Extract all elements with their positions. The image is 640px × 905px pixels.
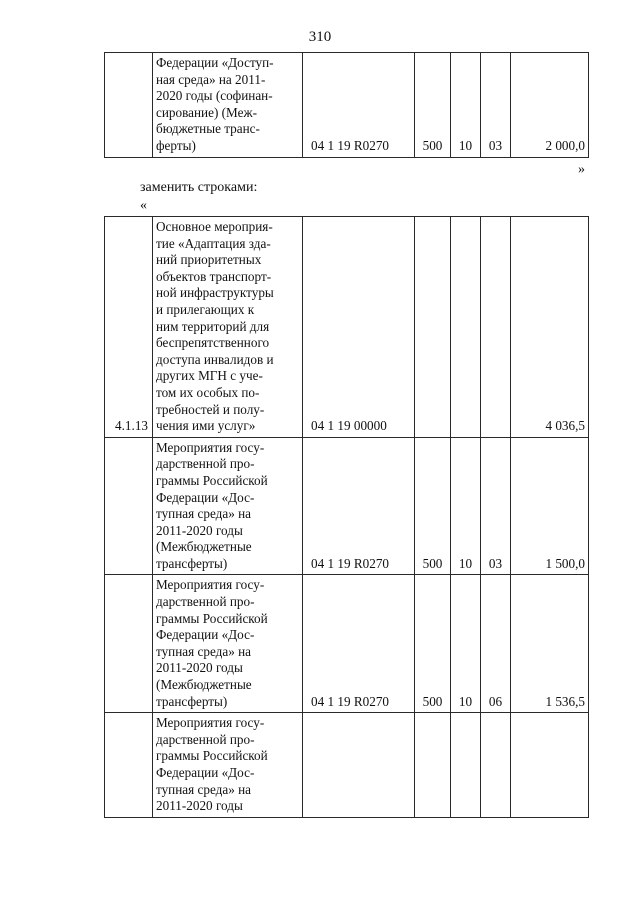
item-name-line: Мероприятия госу- — [156, 715, 265, 731]
item-name-cell — [153, 53, 303, 158]
expense-type-cell: 500 — [415, 53, 451, 158]
item-name-line: (Межбюджетные — [156, 539, 252, 555]
sum-cell: 1 500,0 — [511, 437, 589, 575]
section-cell: 10 — [451, 575, 481, 713]
item-name-line: дарственной про- — [156, 594, 255, 610]
item-name-line: трансферты) — [156, 693, 228, 709]
target-article-cell: 04 1 19 00000 — [303, 217, 415, 438]
sum-cell: 4 036,5 — [511, 217, 589, 438]
item-name-line: 2011-2020 годы — [156, 660, 243, 676]
opening-quote: « — [140, 198, 147, 213]
item-name-line: граммы Российской — [156, 610, 268, 626]
item-name-line: чения ими услуг» — [156, 418, 256, 434]
sum-cell: 2 000,0 — [511, 53, 589, 158]
item-name-line: тупная среда» на — [156, 643, 252, 659]
table-row — [105, 713, 589, 818]
item-name-line: 2011-2020 годы — [156, 522, 243, 538]
item-name-line: том их особых по- — [156, 384, 260, 400]
expense-type-cell: 500 — [415, 437, 451, 575]
item-name-line: дарственной про- — [156, 731, 255, 747]
item-name-line: 2011-2020 годы — [156, 798, 243, 814]
subsection-cell: 03 — [481, 437, 511, 575]
item-name-line: дарственной про- — [156, 456, 255, 472]
section-cell — [451, 713, 481, 818]
item-name-line: беспрепятственного — [156, 335, 270, 351]
subsection-cell: 03 — [481, 53, 511, 158]
table-row — [105, 437, 589, 575]
section-cell: 10 — [451, 53, 481, 158]
replace-instruction: заменить строками: — [140, 180, 258, 195]
subsection-cell — [481, 217, 511, 438]
section-cell — [451, 217, 481, 438]
item-name-line: Федерации «Дос- — [156, 489, 255, 505]
item-name-line: Федерации «Дос- — [156, 627, 255, 643]
row-number-cell: 4.1.13 — [105, 217, 153, 438]
item-name-line: (Межбюджетные — [156, 677, 252, 693]
item-name-line: Мероприятия госу- — [156, 577, 265, 593]
item-name-line: трансферты) — [156, 555, 228, 571]
budget-table-previous — [104, 52, 589, 158]
budget-table-replacement — [104, 216, 589, 818]
item-name-line: бюджетные транс- — [156, 121, 260, 137]
subsection-cell — [481, 713, 511, 818]
section-cell: 10 — [451, 437, 481, 575]
table-row — [105, 217, 589, 438]
item-name-line: граммы Российской — [156, 472, 268, 488]
sum-cell — [511, 713, 589, 818]
item-name-line: тупная среда» на — [156, 506, 252, 522]
item-name-line: объектов транспорт- — [156, 268, 272, 284]
item-name-line: Федерации «Доступ- — [156, 55, 274, 70]
item-name-line: ферты) — [156, 137, 196, 153]
target-article-cell: 04 1 19 R0270 — [303, 437, 415, 575]
sum-cell: 1 536,5 — [511, 575, 589, 713]
item-name-line: сирование) (Меж- — [156, 104, 257, 120]
row-number-cell — [105, 53, 153, 158]
subsection-cell: 06 — [481, 575, 511, 713]
item-name-line: требностей и полу- — [156, 401, 265, 417]
item-name-line: ная среда» на 2011- — [156, 71, 266, 87]
item-name-line: Мероприятия госу- — [156, 439, 265, 455]
target-article-cell: 04 1 19 R0270 — [303, 53, 415, 158]
item-name-cell — [153, 713, 303, 818]
table-row — [105, 53, 589, 158]
expense-type-cell — [415, 713, 451, 818]
item-name-line: тие «Адаптация зда- — [156, 235, 271, 251]
closing-quote: » — [578, 162, 585, 177]
item-name-line: граммы Российской — [156, 748, 268, 764]
item-name-cell — [153, 575, 303, 713]
expense-type-cell — [415, 217, 451, 438]
row-number-cell — [105, 437, 153, 575]
row-number-cell — [105, 713, 153, 818]
item-name-line: ний приоритетных — [156, 252, 262, 268]
item-name-line: ной инфраструктуры — [156, 285, 274, 301]
item-name-cell — [153, 437, 303, 575]
item-name-line: Основное мероприя- — [156, 219, 273, 234]
row-number-cell — [105, 575, 153, 713]
page-number: 310 — [308, 29, 332, 45]
item-name-line: ним территорий для — [156, 318, 270, 334]
item-name-line: Федерации «Дос- — [156, 765, 255, 780]
item-name-cell — [153, 217, 303, 438]
item-name-line: и прилегающих к — [156, 301, 255, 317]
item-name-line: других МГН с уче- — [156, 368, 263, 384]
item-name-line: 2020 годы (софинан- — [156, 88, 273, 104]
item-name-line: тупная среда» на — [156, 781, 252, 797]
expense-type-cell: 500 — [415, 575, 451, 713]
target-article-cell: 04 1 19 R0270 — [303, 575, 415, 713]
item-name-line: доступа инвалидов и — [156, 351, 274, 367]
table-row — [105, 575, 589, 713]
target-article-cell — [303, 713, 415, 818]
